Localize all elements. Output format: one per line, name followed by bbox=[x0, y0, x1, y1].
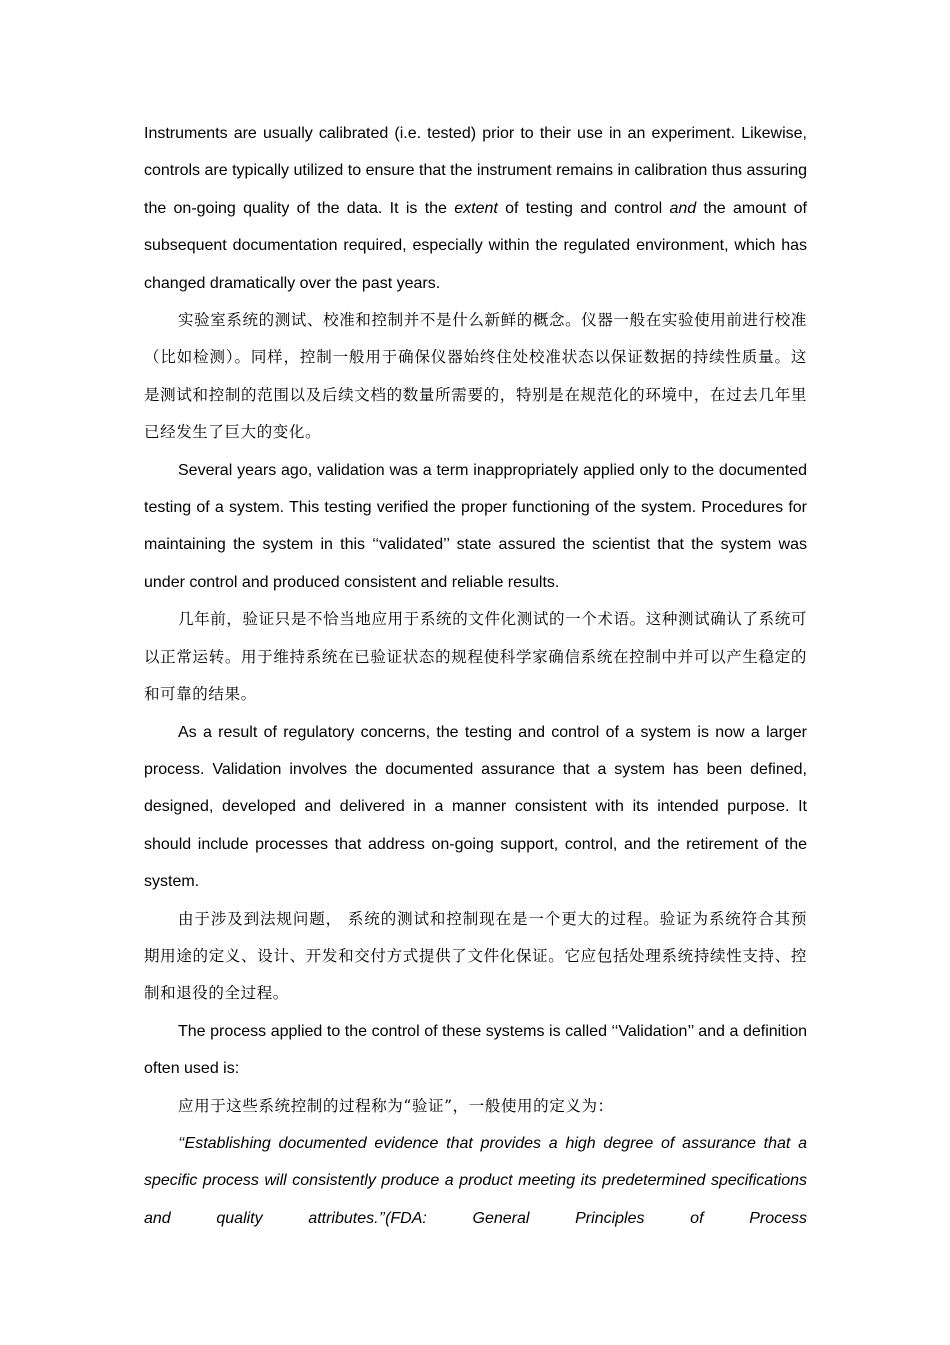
document-page bbox=[144, 115, 807, 1237]
paragraph-zh-calibration: 实验室系统的测试、校准和控制并不是什么新鲜的概念。仪器一般在实验使用前进行校准（比如检测）。同样，控制一般用于确保仪器始终住处校准状态以保证数据的持续性质量。这是测试和控制的范围以及后续文档的数量所需要的，特别是在规范化的环境中，在过去几年里已经发生了巨大的变化。 bbox=[144, 311, 807, 442]
paragraph-zh-definition-intro: 应用于这些系统控制的过程称为“验证”，一般使用的定义为： bbox=[178, 1096, 614, 1115]
paragraph-en-regulatory-concerns: As a result of regulatory concerns, the testing and control of a system is now a larger process. Validation involves the documented assurance that a system has been defined, designed, developed and delivered in a manner consistent with its intended purpose. It should include processes that address on-going support, control, and the retirement of the system. bbox=[144, 723, 807, 891]
paragraph-en-validation-history: Several years ago, validation was a term inappropriately applied only to the documented testing of a system. This testing verified the proper functioning of the system. Procedures for maintaining the system in this ‘‘validated’’ state assured the scientist that the system was under control and produced consistent and reliable results. bbox=[144, 461, 807, 591]
paragraph-fda-definition-quote: ‘‘Establishing documented evidence that provides a high degree of assurance that a specific process will consistently produce a product meeting its predetermined specifications and quality attributes.’’(FDA: General Principles of Process bbox=[144, 1134, 807, 1227]
paragraph-zh-validation-history: 几年前，验证只是不恰当地应用于系统的文件化测试的一个术语。这种测试确认了系统可以正常运转。用于维持系统在已验证状态的规程使科学家确信系统在控制中并可以产生稳定的和可靠的结果。 bbox=[144, 610, 807, 704]
paragraph-en-calibration: Instruments are usually calibrated (i.e. tested) prior to their use in an experiment. Likewise, controls are typically utilized to ensure that the instrument remains in calibration thus assuring the on-going quality of the data. It is the extent of testing and control and the amount of subsequent documentation required, especially within the regulated environment, which has changed dramatically over the past years. bbox=[144, 125, 807, 292]
paragraph-en-definition-intro: The process applied to the control of these systems is called ‘‘Validation’’ and a definition often used is: bbox=[144, 1022, 807, 1078]
paragraph-zh-regulatory-concerns: 由于涉及到法规问题， 系统的测试和控制现在是一个更大的过程。验证为系统符合其预期用途的定义、设计、开发和交付方式提供了文件化保证。它应包括处理系统持续性支持、控制和退役的全过程。 bbox=[144, 909, 807, 1003]
